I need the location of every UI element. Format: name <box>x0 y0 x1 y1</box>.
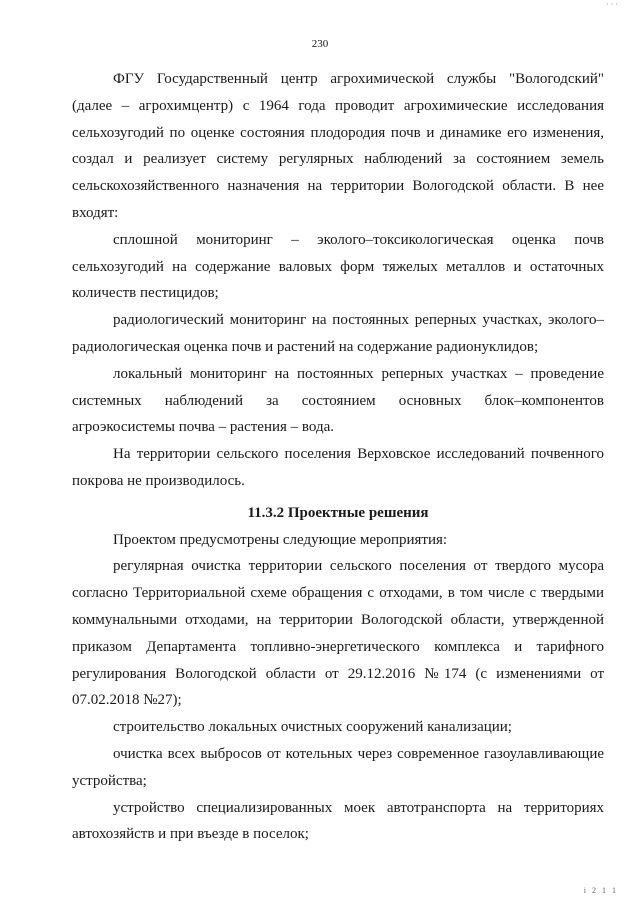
text-line: сплошной мониторинг – эколого–токсикологическая оценка почв <box>113 231 604 248</box>
text-line: локальный мониторинг на постоянных реперных участках – проведение <box>113 365 604 382</box>
text-line: устройства; <box>72 772 147 789</box>
text-line: На территории сельского поселения Верховское исследований почвенного <box>113 446 604 463</box>
text-line: создал и реализует систему регулярных наблюдений за состоянием земель <box>72 151 604 168</box>
text-line: очистка всех выбросов от котельных через современное газоулавливающие <box>113 745 604 762</box>
text-line: автохозяйств и при въезде в поселок; <box>72 826 309 843</box>
text-line: коммунальными отходами, на территории Вологодской области, утвержденной <box>72 611 604 628</box>
list-item <box>72 361 604 441</box>
list-item <box>72 741 604 795</box>
text-line: 07.02.2018 №27); <box>72 692 182 709</box>
section-heading: 11.3.2 Проектные решения <box>247 504 429 521</box>
text-line: сельскохозяйственного назначения на территории Вологодской области. В нее <box>72 178 604 195</box>
text-line: агроэкосистемы почва – растения – вода. <box>72 419 335 436</box>
list-item: строительство локальных очистных сооружений канализации; <box>113 719 512 736</box>
list-item <box>72 307 604 361</box>
list-item <box>72 553 604 714</box>
text-line: сельхозугодий на содержание валовых форм тяжелых металлов и остаточных <box>72 258 604 275</box>
list-item <box>72 795 604 849</box>
intro-paragraph <box>72 66 604 227</box>
measures-intro: Проектом предусмотрены следующие мероприятия: <box>113 531 448 548</box>
text-line: входят: <box>72 204 119 221</box>
text-line: радиологическая оценка почв и растений на содержание радионуклидов; <box>72 338 539 355</box>
text-line: радиологический мониторинг на постоянных реперных участках, эколого– <box>113 312 604 329</box>
note-paragraph <box>72 441 604 495</box>
list-item <box>72 227 604 307</box>
footer-mark: i 2 1 1 <box>583 886 618 895</box>
text-line: системных наблюдений за состоянием основных блок–компонентов <box>72 392 604 409</box>
text-line: сельхозугодий по оценке состояния плодородия почв и динамике его изменения, <box>72 124 604 141</box>
text-line: согласно Территориальной схеме обращения с отходами, в том числе с твердыми <box>72 585 604 602</box>
page-number: 230 <box>311 38 329 50</box>
text-line: устройство специализированных моек автотранспорта на территориях <box>113 799 604 816</box>
text-line: приказом Департамента топливно-энергетического комплекса и тарифного <box>72 638 604 655</box>
text-line: количеств пестицидов; <box>72 285 219 302</box>
text-line: регулярная очистка территории сельского поселения от твердого мусора <box>113 558 604 575</box>
text-line: регулирования Вологодской области от 29.12.2016 №174 (с изменениями от <box>72 665 604 682</box>
text-line: (далее – агрохимцентр) с 1964 года проводит агрохимические исследования <box>72 97 604 114</box>
document-body <box>72 66 604 848</box>
text-line: ФГУ Государственный центр агрохимической службы "Вологодский" <box>113 71 604 87</box>
corner-mark: · · · <box>606 0 618 9</box>
text-line: покрова не производилось. <box>72 472 245 489</box>
